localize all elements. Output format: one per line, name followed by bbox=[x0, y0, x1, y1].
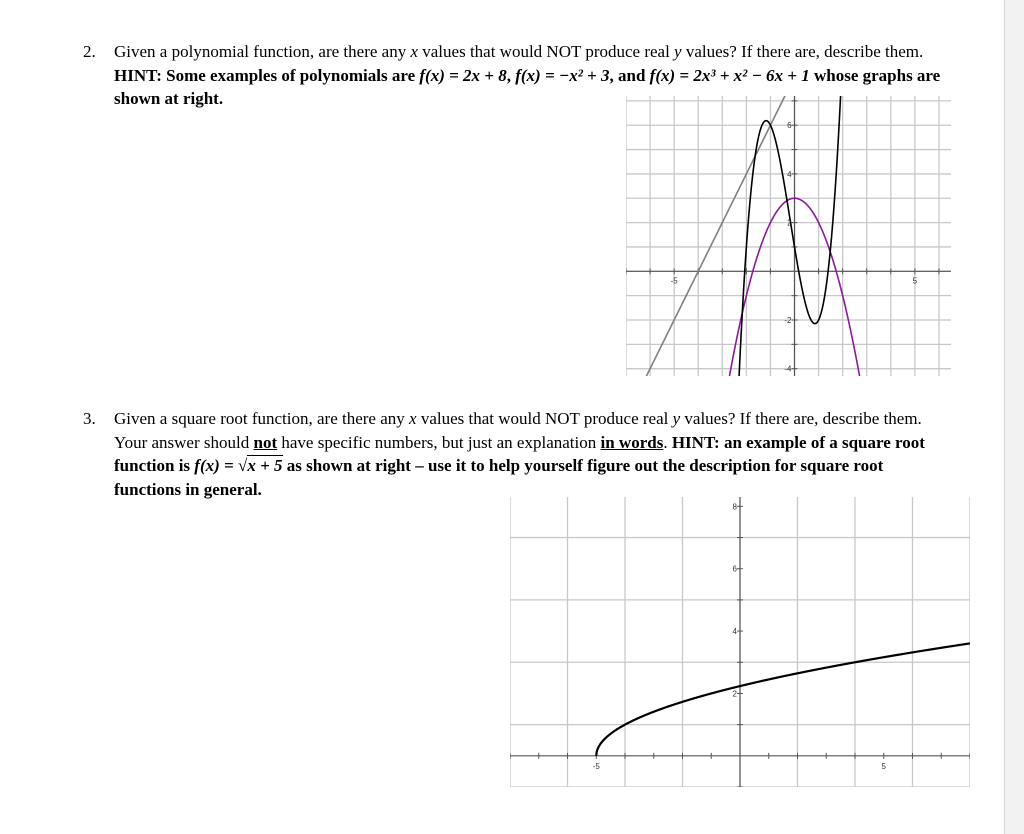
hint-label: HINT: bbox=[114, 65, 167, 85]
x-tick-label: 5 bbox=[881, 761, 886, 771]
polynomial-example-linear: f(x) = 2x + 8 bbox=[419, 65, 507, 85]
question-text-part: . bbox=[663, 432, 672, 452]
question-text-part: Given a square root function, are there any bbox=[114, 409, 410, 428]
emphasis-not: not bbox=[253, 432, 278, 452]
emphasis-in-words: in words bbox=[600, 432, 664, 452]
hint-end: whose graphs are shown at right. bbox=[114, 65, 941, 108]
polynomial-example-quadratic: f(x) = −x² + 3 bbox=[515, 65, 610, 85]
math-var: x bbox=[409, 409, 417, 428]
question-text: Given a polynomial function, are there any x values that would NOT produce real y values? If there are, describe them. HINT: Some examples of polynomials are f(x) = 2x + 8, f(x) = −x² + 3, and f(x) = 2x³ + x² − 6x + 1 whose graphs are shown at right. bbox=[114, 42, 941, 108]
y-tick-label: 4 bbox=[787, 169, 792, 179]
question-text-part: values that would NOT produce real bbox=[418, 42, 675, 61]
hint-end: as shown at right – use it to help yourself figure out the description for square root functions in general. bbox=[114, 456, 884, 499]
y-tick-label: 8 bbox=[732, 502, 737, 512]
conjunction: and bbox=[618, 65, 646, 85]
hint-text: Some examples of polynomials are bbox=[166, 65, 416, 85]
y-tick-label: -4 bbox=[784, 364, 792, 374]
sqrt-radicand: x + 5 bbox=[247, 456, 283, 475]
y-tick-label: 6 bbox=[787, 121, 792, 131]
x-tick-label: -5 bbox=[592, 761, 600, 771]
math-var: y bbox=[674, 42, 682, 61]
math-var: y bbox=[672, 409, 681, 428]
y-tick-label: 2 bbox=[732, 689, 737, 699]
question-3 bbox=[83, 407, 953, 501]
y-tick-label: 6 bbox=[732, 564, 737, 574]
hint-label: HINT: bbox=[671, 432, 724, 452]
series-line-1 bbox=[596, 643, 970, 755]
y-tick-label: -2 bbox=[784, 316, 792, 325]
y-tick-label: 2 bbox=[787, 218, 792, 228]
question-text-part: Given a polynomial function, are there any bbox=[114, 42, 411, 61]
question-number: 3. bbox=[83, 409, 96, 428]
sqrt-function-lhs: f(x) = bbox=[194, 456, 238, 475]
polynomial-graph bbox=[626, 96, 951, 376]
x-tick-label: 5 bbox=[912, 276, 918, 286]
question-number: 2. bbox=[83, 42, 96, 61]
question-text-part: values that would NOT produce real bbox=[416, 409, 673, 428]
hint-text: an example of a square root function is bbox=[114, 432, 925, 475]
sqrt-graph bbox=[510, 497, 970, 787]
x-tick-label: -5 bbox=[670, 276, 678, 286]
math-var: x bbox=[410, 42, 419, 61]
y-tick-label: 4 bbox=[732, 627, 737, 637]
question-text-part: values? If there are, describe them. Your answer should bbox=[114, 409, 922, 452]
series-group bbox=[596, 643, 970, 755]
question-text: Given a square root function, are there any x values that would NOT produce real y values? If there are, describe them. Your answer should not have specific numbers, but just an explanation in words. HINT: an example of a square root function is f(x) = √x + 5 as shown at right – use it to help yourself figure out the description for square root functions in general. bbox=[114, 409, 925, 499]
polynomial-example-cubic: f(x) = 2x³ + x² − 6x + 1 bbox=[649, 65, 810, 85]
question-text-part: values? If there are, describe them. bbox=[681, 42, 924, 61]
question-text-part: have specific numbers, but just an explanation bbox=[277, 432, 601, 452]
